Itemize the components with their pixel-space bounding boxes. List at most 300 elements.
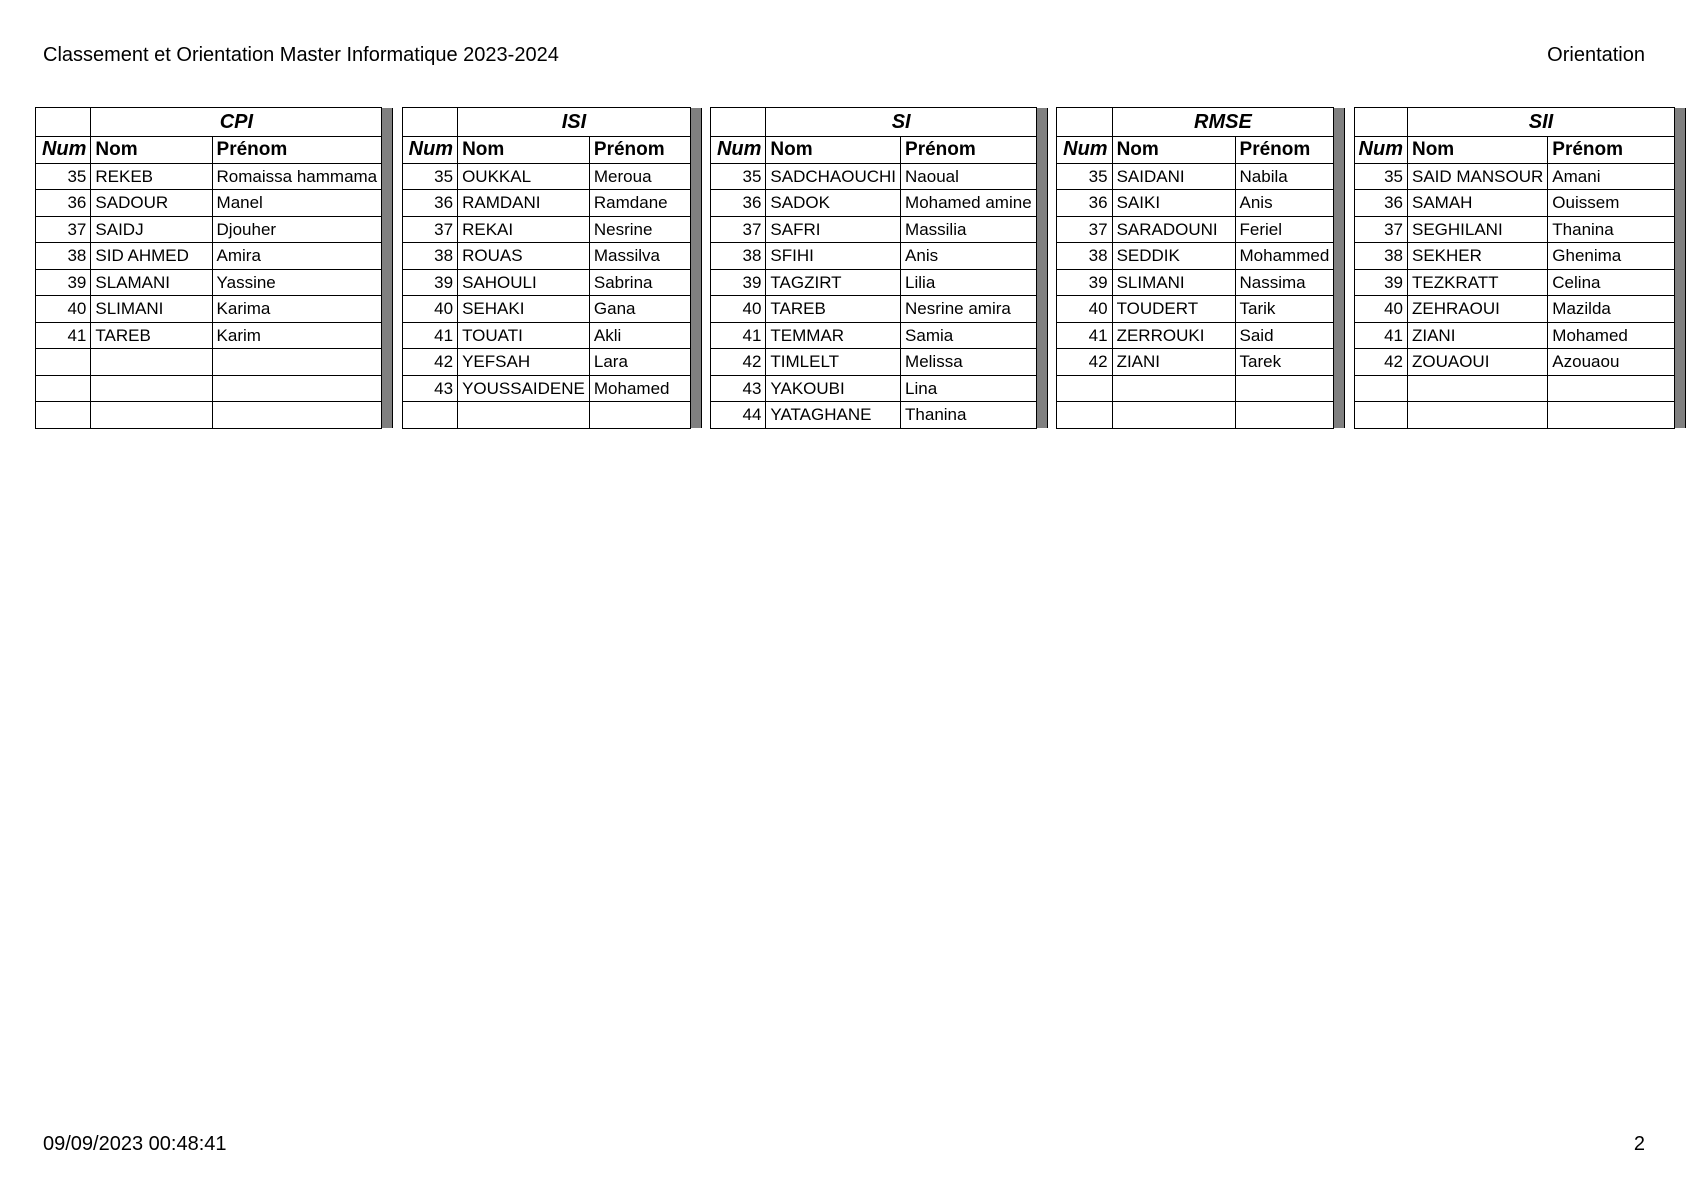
num-cell: 38 xyxy=(36,243,91,270)
column-separator xyxy=(1675,269,1686,296)
nom-cell: SAHOULI xyxy=(458,269,590,296)
nom-header: Nom xyxy=(91,137,212,164)
num-cell: 36 xyxy=(402,190,457,217)
nom-cell: RAMDANI xyxy=(458,190,590,217)
table-row xyxy=(36,349,1686,376)
column-separator xyxy=(382,349,393,376)
nom-cell: ZIANI xyxy=(1112,349,1235,376)
column-separator xyxy=(690,322,701,349)
column-separator xyxy=(1036,349,1047,376)
prenom-cell: Amira xyxy=(212,243,382,270)
spacer-column xyxy=(393,322,402,349)
num-cell: 37 xyxy=(36,216,91,243)
spacer-column xyxy=(1047,269,1056,296)
nom-cell: SEGHILANI xyxy=(1407,216,1547,243)
num-header: Num xyxy=(36,137,91,164)
prenom-cell: Nesrine amira xyxy=(901,296,1037,323)
column-separator xyxy=(382,216,393,243)
prenom-cell: Karima xyxy=(212,296,382,323)
nom-cell: SAID MANSOUR xyxy=(1407,163,1547,190)
spacer-column xyxy=(1345,402,1354,429)
table-row xyxy=(36,216,1686,243)
prenom-cell: Mohamed amine xyxy=(901,190,1037,217)
nom-cell: YAKOUBI xyxy=(766,375,901,402)
spacer-column xyxy=(393,349,402,376)
column-separator xyxy=(1675,243,1686,270)
num-cell: 35 xyxy=(1354,163,1407,190)
prenom-cell: Djouher xyxy=(212,216,382,243)
nom-cell xyxy=(458,402,590,429)
section-title-spacer xyxy=(1354,108,1407,137)
column-separator xyxy=(1675,190,1686,217)
spacer-column xyxy=(1047,216,1056,243)
spacer-column xyxy=(1345,190,1354,217)
num-cell: 38 xyxy=(1057,243,1112,270)
nom-cell: TEZKRATT xyxy=(1407,269,1547,296)
column-separator xyxy=(1036,137,1047,164)
prenom-cell: Thanina xyxy=(901,402,1037,429)
nom-cell: SEHAKI xyxy=(458,296,590,323)
column-separator xyxy=(382,163,393,190)
nom-cell: TOUDERT xyxy=(1112,296,1235,323)
prenom-cell: Nassima xyxy=(1235,269,1334,296)
nom-cell xyxy=(1112,402,1235,429)
nom-cell: SAIDJ xyxy=(91,216,212,243)
table-row xyxy=(36,296,1686,323)
prenom-cell: Feriel xyxy=(1235,216,1334,243)
prenom-header: Prénom xyxy=(901,137,1037,164)
spacer-column xyxy=(1047,296,1056,323)
num-cell: 40 xyxy=(402,296,457,323)
num-header: Num xyxy=(1057,137,1112,164)
nom-cell: TAREB xyxy=(91,322,212,349)
num-cell: 40 xyxy=(1057,296,1112,323)
num-cell: 35 xyxy=(36,163,91,190)
prenom-cell xyxy=(1235,375,1334,402)
num-cell xyxy=(1057,402,1112,429)
num-cell xyxy=(1354,375,1407,402)
nom-cell: SAFRI xyxy=(766,216,901,243)
prenom-cell: Anis xyxy=(1235,190,1334,217)
nom-cell: TOUATI xyxy=(458,322,590,349)
nom-cell: SADCHAOUCHI xyxy=(766,163,901,190)
column-separator xyxy=(1036,296,1047,323)
orientation-table xyxy=(35,107,1686,429)
prenom-cell: Lina xyxy=(901,375,1037,402)
prenom-cell: Azouaou xyxy=(1548,349,1675,376)
nom-header: Nom xyxy=(458,137,590,164)
column-separator xyxy=(382,243,393,270)
column-separator xyxy=(1334,190,1345,217)
prenom-cell: Ramdane xyxy=(589,190,690,217)
column-separator xyxy=(382,269,393,296)
prenom-cell: Gana xyxy=(589,296,690,323)
num-cell: 41 xyxy=(1057,322,1112,349)
num-cell: 43 xyxy=(402,375,457,402)
column-separator xyxy=(1334,243,1345,270)
prenom-cell: Manel xyxy=(212,190,382,217)
num-cell: 39 xyxy=(711,269,766,296)
num-cell: 37 xyxy=(1057,216,1112,243)
nom-cell: SLIMANI xyxy=(91,296,212,323)
prenom-cell: Lilia xyxy=(901,269,1037,296)
column-separator xyxy=(690,108,701,137)
nom-cell: SAIDANI xyxy=(1112,163,1235,190)
column-separator xyxy=(1036,322,1047,349)
spacer-column xyxy=(393,137,402,164)
nom-cell: YEFSAH xyxy=(458,349,590,376)
prenom-cell: Romaissa hammama xyxy=(212,163,382,190)
nom-cell xyxy=(1407,375,1547,402)
num-cell: 37 xyxy=(711,216,766,243)
column-separator xyxy=(1675,137,1686,164)
column-separator xyxy=(690,349,701,376)
column-separator xyxy=(1334,269,1345,296)
num-cell: 39 xyxy=(1057,269,1112,296)
num-cell: 41 xyxy=(711,322,766,349)
num-cell: 37 xyxy=(402,216,457,243)
spacer-column xyxy=(1345,375,1354,402)
column-separator xyxy=(1675,108,1686,137)
num-cell: 41 xyxy=(36,322,91,349)
nom-cell: SLAMANI xyxy=(91,269,212,296)
spacer-column xyxy=(1047,322,1056,349)
column-separator xyxy=(1036,402,1047,429)
page-title: Classement et Orientation Master Informatique 2023-2024 xyxy=(43,44,559,66)
spacer-column xyxy=(1345,296,1354,323)
nom-cell: SEDDIK xyxy=(1112,243,1235,270)
column-separator xyxy=(1675,375,1686,402)
spacer-column xyxy=(393,402,402,429)
column-separator xyxy=(1334,375,1345,402)
spacer-column xyxy=(1047,402,1056,429)
num-cell: 40 xyxy=(36,296,91,323)
spacer-column xyxy=(701,375,710,402)
column-separator xyxy=(1675,163,1686,190)
num-cell: 38 xyxy=(1354,243,1407,270)
spacer-column xyxy=(1345,322,1354,349)
spacer-column xyxy=(1047,243,1056,270)
nom-cell: REKAI xyxy=(458,216,590,243)
num-cell: 42 xyxy=(1354,349,1407,376)
nom-cell xyxy=(91,349,212,376)
nom-cell: YATAGHANE xyxy=(766,402,901,429)
prenom-cell: Massilia xyxy=(901,216,1037,243)
column-separator xyxy=(1036,269,1047,296)
nom-header: Nom xyxy=(1112,137,1235,164)
column-separator xyxy=(690,190,701,217)
nom-cell: ZOUAOUI xyxy=(1407,349,1547,376)
prenom-header: Prénom xyxy=(212,137,382,164)
num-cell: 36 xyxy=(711,190,766,217)
spacer-column xyxy=(1345,269,1354,296)
num-cell: 36 xyxy=(36,190,91,217)
spacer-column xyxy=(393,296,402,323)
nom-cell: TEMMAR xyxy=(766,322,901,349)
prenom-cell: Yassine xyxy=(212,269,382,296)
column-separator xyxy=(1334,216,1345,243)
column-separator xyxy=(1036,375,1047,402)
spacer-column xyxy=(1345,108,1354,137)
column-separator xyxy=(1334,137,1345,164)
nom-cell: SFIHI xyxy=(766,243,901,270)
num-cell: 38 xyxy=(402,243,457,270)
nom-cell: SAIKI xyxy=(1112,190,1235,217)
spacer-column xyxy=(1345,216,1354,243)
nom-cell: YOUSSAIDENE xyxy=(458,375,590,402)
spacer-column xyxy=(1345,163,1354,190)
nom-cell: ZIANI xyxy=(1407,322,1547,349)
num-cell: 38 xyxy=(711,243,766,270)
spacer-column xyxy=(1345,137,1354,164)
nom-cell xyxy=(91,402,212,429)
num-cell: 36 xyxy=(1057,190,1112,217)
nom-cell: SLIMANI xyxy=(1112,269,1235,296)
section-title-row xyxy=(36,108,1686,137)
column-separator xyxy=(382,108,393,137)
num-cell: 42 xyxy=(711,349,766,376)
spacer-column xyxy=(393,375,402,402)
num-header: Num xyxy=(1354,137,1407,164)
prenom-header: Prénom xyxy=(589,137,690,164)
num-cell: 36 xyxy=(1354,190,1407,217)
section-title-spacer xyxy=(402,108,457,137)
column-separator xyxy=(1675,402,1686,429)
num-cell: 40 xyxy=(711,296,766,323)
prenom-cell: Mohamed xyxy=(589,375,690,402)
num-cell: 37 xyxy=(1354,216,1407,243)
prenom-cell: Melissa xyxy=(901,349,1037,376)
nom-header: Nom xyxy=(766,137,901,164)
column-header-row xyxy=(36,137,1686,164)
prenom-cell: Said xyxy=(1235,322,1334,349)
num-cell: 39 xyxy=(36,269,91,296)
spacer-column xyxy=(1345,243,1354,270)
column-separator xyxy=(382,296,393,323)
nom-cell: REKEB xyxy=(91,163,212,190)
num-cell: 41 xyxy=(1354,322,1407,349)
column-separator xyxy=(1036,163,1047,190)
section-title: ISI xyxy=(458,108,691,137)
nom-cell: ZEHRAOUI xyxy=(1407,296,1547,323)
prenom-cell: Lara xyxy=(589,349,690,376)
sheet-name: Orientation xyxy=(1547,44,1645,66)
nom-cell xyxy=(1407,402,1547,429)
table-row xyxy=(36,402,1686,429)
column-separator xyxy=(690,269,701,296)
column-separator xyxy=(382,190,393,217)
column-separator xyxy=(690,296,701,323)
num-cell: 42 xyxy=(402,349,457,376)
prenom-cell: Thanina xyxy=(1548,216,1675,243)
num-cell: 35 xyxy=(1057,163,1112,190)
num-cell: 41 xyxy=(402,322,457,349)
prenom-cell xyxy=(1548,375,1675,402)
prenom-cell: Naoual xyxy=(901,163,1037,190)
num-cell: 35 xyxy=(711,163,766,190)
footer-timestamp: 09/09/2023 00:48:41 xyxy=(43,1133,227,1155)
table-row xyxy=(36,163,1686,190)
prenom-header: Prénom xyxy=(1235,137,1334,164)
nom-cell: SARADOUNI xyxy=(1112,216,1235,243)
column-separator xyxy=(1334,402,1345,429)
section-title: CPI xyxy=(91,108,382,137)
nom-cell: TAREB xyxy=(766,296,901,323)
num-cell: 35 xyxy=(402,163,457,190)
spacer-column xyxy=(1345,349,1354,376)
table-row xyxy=(36,322,1686,349)
prenom-cell xyxy=(589,402,690,429)
prenom-cell: Ouissem xyxy=(1548,190,1675,217)
spacer-column xyxy=(701,243,710,270)
spacer-column xyxy=(701,296,710,323)
column-separator xyxy=(382,137,393,164)
prenom-cell: Karim xyxy=(212,322,382,349)
prenom-cell: Tarek xyxy=(1235,349,1334,376)
num-header: Num xyxy=(402,137,457,164)
prenom-cell: Akli xyxy=(589,322,690,349)
num-cell xyxy=(36,402,91,429)
nom-cell: OUKKAL xyxy=(458,163,590,190)
spacer-column xyxy=(701,322,710,349)
column-separator xyxy=(382,322,393,349)
nom-cell: ROUAS xyxy=(458,243,590,270)
spacer-column xyxy=(1047,108,1056,137)
table-row xyxy=(36,269,1686,296)
num-cell xyxy=(36,349,91,376)
spacer-column xyxy=(393,163,402,190)
column-separator xyxy=(1675,296,1686,323)
spacer-column xyxy=(1047,349,1056,376)
spacer-column xyxy=(701,163,710,190)
spacer-column xyxy=(701,108,710,137)
column-separator xyxy=(690,402,701,429)
prenom-header: Prénom xyxy=(1548,137,1675,164)
column-separator xyxy=(1334,163,1345,190)
column-separator xyxy=(1675,349,1686,376)
num-header: Num xyxy=(711,137,766,164)
column-separator xyxy=(1036,216,1047,243)
nom-cell: SAMAH xyxy=(1407,190,1547,217)
column-separator xyxy=(1036,108,1047,137)
prenom-cell: Anis xyxy=(901,243,1037,270)
prenom-cell: Nabila xyxy=(1235,163,1334,190)
prenom-cell xyxy=(212,402,382,429)
spacer-column xyxy=(1047,375,1056,402)
prenom-cell: Mohamed xyxy=(1548,322,1675,349)
column-separator xyxy=(1334,322,1345,349)
spacer-column xyxy=(1047,137,1056,164)
prenom-cell: Meroua xyxy=(589,163,690,190)
num-cell: 44 xyxy=(711,402,766,429)
nom-cell: SEKHER xyxy=(1407,243,1547,270)
column-separator xyxy=(1334,296,1345,323)
column-separator xyxy=(1036,243,1047,270)
prenom-cell: Nesrine xyxy=(589,216,690,243)
num-cell xyxy=(1354,402,1407,429)
num-cell: 40 xyxy=(1354,296,1407,323)
spacer-column xyxy=(393,269,402,296)
spacer-column xyxy=(393,108,402,137)
table-row xyxy=(36,375,1686,402)
page-number: 2 xyxy=(1633,1133,1645,1155)
nom-cell: TIMLELT xyxy=(766,349,901,376)
spacer-column xyxy=(701,269,710,296)
prenom-cell xyxy=(1548,402,1675,429)
section-title: SI xyxy=(766,108,1037,137)
prenom-cell: Mohammed xyxy=(1235,243,1334,270)
section-title: SII xyxy=(1407,108,1674,137)
spacer-column xyxy=(1047,190,1056,217)
prenom-cell: Sabrina xyxy=(589,269,690,296)
prenom-cell: Celina xyxy=(1548,269,1675,296)
column-separator xyxy=(690,375,701,402)
prenom-cell: Amani xyxy=(1548,163,1675,190)
spacer-column xyxy=(701,190,710,217)
column-separator xyxy=(382,402,393,429)
nom-cell: TAGZIRT xyxy=(766,269,901,296)
section-title-spacer xyxy=(36,108,91,137)
spacer-column xyxy=(701,216,710,243)
column-separator xyxy=(1334,349,1345,376)
prenom-cell xyxy=(212,375,382,402)
nom-cell xyxy=(91,375,212,402)
spacer-column xyxy=(393,190,402,217)
nom-cell xyxy=(1112,375,1235,402)
spacer-column xyxy=(393,243,402,270)
column-separator xyxy=(1036,190,1047,217)
spacer-column xyxy=(393,216,402,243)
table-row xyxy=(36,190,1686,217)
column-separator xyxy=(690,243,701,270)
prenom-cell: Massilva xyxy=(589,243,690,270)
nom-header: Nom xyxy=(1407,137,1547,164)
num-cell xyxy=(36,375,91,402)
prenom-cell: Mazilda xyxy=(1548,296,1675,323)
section-title: RMSE xyxy=(1112,108,1334,137)
column-separator xyxy=(690,163,701,190)
table-row xyxy=(36,243,1686,270)
column-separator xyxy=(1675,216,1686,243)
nom-cell: SADOUR xyxy=(91,190,212,217)
num-cell: 39 xyxy=(402,269,457,296)
prenom-cell: Tarik xyxy=(1235,296,1334,323)
prenom-cell: Ghenima xyxy=(1548,243,1675,270)
spacer-column xyxy=(1047,163,1056,190)
prenom-cell xyxy=(1235,402,1334,429)
column-separator xyxy=(690,137,701,164)
num-cell xyxy=(1057,375,1112,402)
section-title-spacer xyxy=(1057,108,1112,137)
num-cell: 43 xyxy=(711,375,766,402)
column-separator xyxy=(1334,108,1345,137)
num-cell xyxy=(402,402,457,429)
nom-cell: SADOK xyxy=(766,190,901,217)
num-cell: 39 xyxy=(1354,269,1407,296)
nom-cell: SID AHMED xyxy=(91,243,212,270)
column-separator xyxy=(1675,322,1686,349)
prenom-cell xyxy=(212,349,382,376)
section-title-spacer xyxy=(711,108,766,137)
nom-cell: ZERROUKI xyxy=(1112,322,1235,349)
num-cell: 42 xyxy=(1057,349,1112,376)
spacer-column xyxy=(701,349,710,376)
spacer-column xyxy=(701,137,710,164)
prenom-cell: Samia xyxy=(901,322,1037,349)
column-separator xyxy=(690,216,701,243)
column-separator xyxy=(382,375,393,402)
spacer-column xyxy=(701,402,710,429)
